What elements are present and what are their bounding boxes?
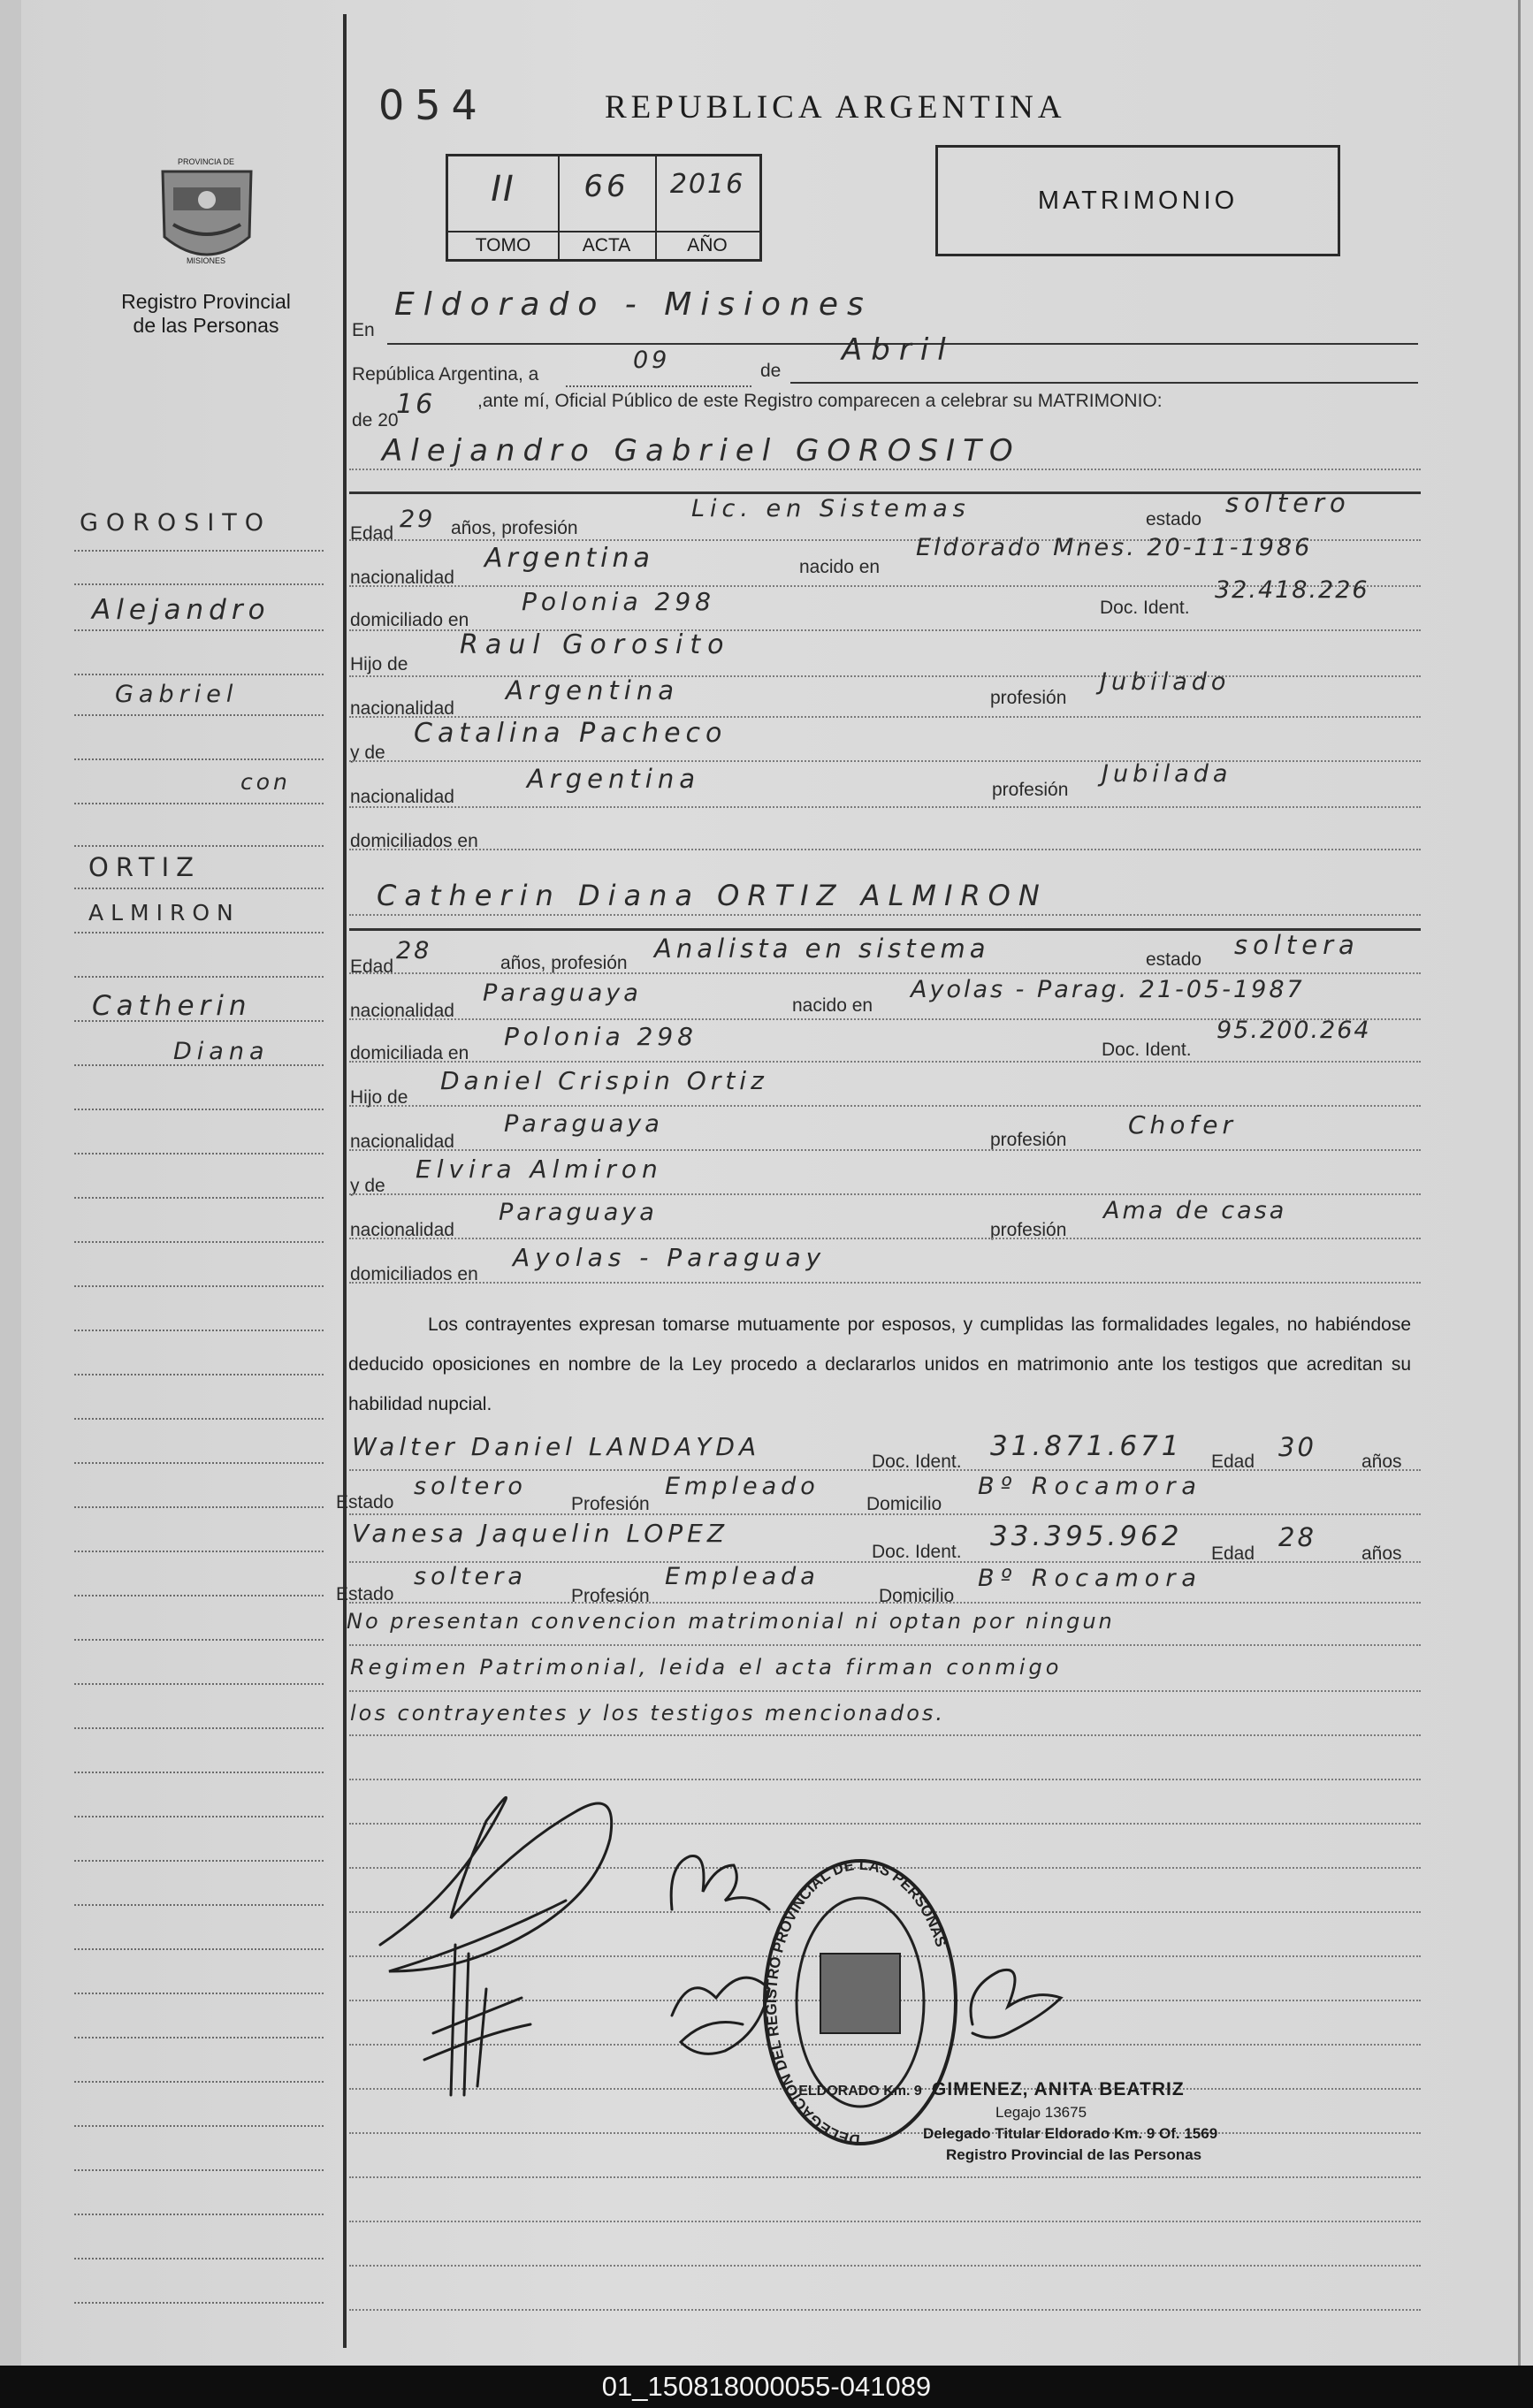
groom-doc-label: Doc. Ident. <box>1100 598 1190 618</box>
witness2-name: Vanesa Jaquelin LOPEZ <box>352 1519 729 1548</box>
bride-nationality-label: nacionalidad <box>350 1001 454 1021</box>
footer-id: 01_150818000055-041089 <box>0 2366 1533 2408</box>
witness1-signature-icon <box>671 1856 769 1910</box>
groom-profession: Lic. en Sistemas <box>691 495 971 522</box>
margin-note: GOROSITO <box>80 509 272 537</box>
page-edge <box>1518 0 1521 2366</box>
signatures <box>354 1768 1079 2104</box>
witness1-name: Walter Daniel LANDAYDA <box>352 1432 761 1461</box>
anio-label: AÑO <box>655 231 759 259</box>
bride-status-label: estado <box>1146 949 1202 970</box>
bride-parents-address: Ayolas - Paraguay <box>513 1243 827 1272</box>
witness1-years-label: años <box>1361 1452 1402 1472</box>
registry-name-line2: de las Personas <box>133 314 279 337</box>
bride-mother-label: y de <box>350 1176 385 1196</box>
month-value: Abril <box>842 332 955 368</box>
place-value: Eldorado - Misiones <box>394 286 873 323</box>
groom-parents-address-label: domiciliados en <box>350 831 478 851</box>
stamp-ring-text: DELEGACION DEL REGISTRO PROVINCIAL DE LAS PERSONAS <box>762 1856 950 2148</box>
witness2-doc-label: Doc. Ident. <box>872 1542 962 1562</box>
anio-cell <box>655 156 759 259</box>
bride-father-label: Hijo de <box>350 1087 408 1108</box>
witness1-status-label: Estado <box>336 1492 394 1513</box>
legal-text: Los contrayentes expresan tomarse mutuamente por esposos, y cumplidas las formalidades legales, no habiéndose deducido oposiciones en nombre de la Ley procedo a declararlos unidos en matrimonio ante los testigos que acreditan su habilidad nupcial. <box>348 1314 1411 1414</box>
registry-name-line1: Registro Provincial <box>121 290 291 313</box>
bride-mother-profession-label: profesión <box>990 1220 1067 1240</box>
republic-label: República Argentina, a <box>352 364 539 385</box>
margin-note: ALMIRON <box>88 900 240 926</box>
witness2-profession: Empleada <box>665 1563 820 1590</box>
groom-father-label: Hijo de <box>350 654 408 674</box>
bride-father-profession-label: profesión <box>990 1130 1067 1150</box>
bride-name: Catherin Diana ORTIZ ALMIRON <box>377 879 1048 912</box>
bride-address-label: domiciliada en <box>350 1043 469 1063</box>
acta-cell <box>558 156 657 259</box>
seal-text-top: PROVINCIA DE <box>177 157 234 166</box>
witness1-age: 30 <box>1278 1432 1316 1462</box>
groom-mother-profession: Jubilada <box>1102 760 1232 788</box>
groom-doc: 32.418.226 <box>1215 576 1369 604</box>
bride-father-nationality: Paraguaya <box>504 1110 663 1138</box>
groom-age: 29 <box>400 506 436 533</box>
groom-mother-profession-label: profesión <box>992 780 1069 800</box>
groom-mother-nationality-label: nacionalidad <box>350 787 454 807</box>
tomo-value: II <box>491 169 515 210</box>
groom-father-nationality-label: nacionalidad <box>350 698 454 719</box>
groom-born-label: nacido en <box>799 557 881 577</box>
groom-signature-icon <box>380 1797 612 1971</box>
tomo-label: TOMO <box>448 231 558 259</box>
groom-address: Polonia 298 <box>522 587 715 616</box>
anio-value: 2016 <box>669 169 745 200</box>
official-name: GIMENEZ, ANITA BEATRIZ <box>932 2079 1185 2099</box>
margin-note: Alejandro <box>92 594 271 626</box>
de-label: de <box>760 361 782 381</box>
groom-age-label: Edad <box>350 523 394 544</box>
intro-statement: ,ante mí, Oficial Público de este Registro comparecen a celebrar su MATRIMONIO: <box>477 391 1163 411</box>
witness2-signature-icon <box>672 1977 769 2054</box>
act-type-box: MATRIMONIO <box>935 145 1340 256</box>
witness1-address: Bº Rocamora <box>978 1473 1202 1500</box>
groom-profession-label: años, profesión <box>451 518 578 538</box>
margin-note: Catherin <box>92 990 252 1022</box>
bride-father-profession: Chofer <box>1128 1110 1238 1139</box>
witness1-status: soltero <box>414 1473 527 1500</box>
observation-line: los contrayentes y los testigos mencionados. <box>350 1701 946 1726</box>
year-prefix: de 20 <box>352 410 399 431</box>
bride-doc-label: Doc. Ident. <box>1102 1040 1192 1060</box>
bride-father-nationality-label: nacionalidad <box>350 1132 454 1152</box>
bride-status: soltera <box>1234 930 1360 960</box>
witness1-doc-label: Doc. Ident. <box>872 1452 962 1472</box>
bride-born: Ayolas - Parag. 21-05-1987 <box>911 976 1305 1003</box>
margin-note: con <box>240 769 291 795</box>
witness1-profession: Empleado <box>665 1473 820 1500</box>
legal-text-block <box>348 1305 1411 1424</box>
official-registry: Registro Provincial de las Personas <box>946 2146 1202 2163</box>
groom-address-label: domiciliado en <box>350 610 469 630</box>
bride-nationality: Paraguaya <box>483 979 642 1007</box>
groom-father-nationality: Argentina <box>506 675 679 705</box>
groom-status: soltero <box>1225 488 1351 518</box>
groom-father: Raul Gorosito <box>460 629 731 660</box>
bride-profession-label: años, profesión <box>500 953 628 973</box>
witness1-doc: 31.871.671 <box>990 1430 1183 1462</box>
official-signature-icon <box>971 1970 1061 2038</box>
groom-mother-label: y de <box>350 743 385 763</box>
day-value: 09 <box>633 347 671 374</box>
witness1-profession-label: Profesión <box>571 1494 650 1514</box>
tomo-acta-ano-box <box>446 154 762 262</box>
observation-line: No presentan convencion matrimonial ni optan por ningun <box>347 1609 1115 1634</box>
groom-born: Eldorado Mnes. 20-11-1986 <box>916 534 1313 561</box>
bride-father: Daniel Crispin Ortiz <box>440 1066 768 1095</box>
witness2-doc: 33.395.962 <box>990 1520 1183 1552</box>
bride-profession: Analista en sistema <box>654 933 990 964</box>
bride-address: Polonia 298 <box>504 1022 698 1051</box>
groom-nationality: Argentina <box>484 543 654 574</box>
witness2-age: 28 <box>1278 1522 1316 1552</box>
folio-number: 054 <box>378 81 488 129</box>
country-title: REPUBLICA ARGENTINA <box>605 89 1066 126</box>
acta-label: ACTA <box>558 231 655 259</box>
groom-nationality-label: nacionalidad <box>350 568 454 588</box>
seal-text-bottom: MISIONES <box>186 256 225 265</box>
bride-mother-nationality-label: nacionalidad <box>350 1220 454 1240</box>
witness2-years-label: años <box>1361 1543 1402 1564</box>
bride-mother: Elvira Almiron <box>416 1154 663 1184</box>
binding-gutter <box>0 0 21 2366</box>
margin-note: Diana <box>173 1038 270 1065</box>
bride-mother-nationality: Paraguaya <box>499 1199 658 1226</box>
witness2-address-label: Domicilio <box>879 1586 955 1606</box>
margin-note: ORTIZ <box>88 852 201 882</box>
witness2-status-label: Estado <box>336 1584 394 1604</box>
groom-father-profession-label: profesión <box>990 688 1067 708</box>
bride-parents-address-label: domiciliados en <box>350 1264 478 1284</box>
witness2-age-label: Edad <box>1211 1543 1255 1564</box>
groom-name: Alejandro Gabriel GOROSITO <box>382 433 1021 469</box>
bride-born-label: nacido en <box>792 995 873 1016</box>
observation-line: Regimen Patrimonial, leida el acta firman conmigo <box>350 1655 1063 1680</box>
groom-mother-nationality: Argentina <box>527 764 700 794</box>
witness1-address-label: Domicilio <box>866 1494 942 1514</box>
groom-mother: Catalina Pacheco <box>414 718 728 749</box>
witness1-age-label: Edad <box>1211 1452 1255 1472</box>
acta-value: 66 <box>583 169 629 204</box>
bride-mother-profession: Ama de casa <box>1103 1197 1287 1224</box>
groom-father-profession: Jubilado <box>1100 668 1231 696</box>
groom-status-label: estado <box>1146 509 1202 530</box>
year-suffix: 16 <box>396 389 436 420</box>
witness2-status: soltera <box>414 1563 527 1590</box>
registry-name <box>104 290 308 338</box>
official-legajo: Legajo 13675 <box>995 2104 1087 2121</box>
bride-doc: 95.200.264 <box>1216 1017 1371 1044</box>
official-title: Delegado Titular Eldorado Km. 9 Of. 1569 <box>923 2125 1218 2142</box>
tomo-cell <box>448 156 560 259</box>
bride-age: 28 <box>396 937 432 964</box>
en-label: En <box>352 320 375 340</box>
stamp-center-text: ELDORADO Km. 9 <box>798 2084 922 2099</box>
witness2-profession-label: Profesión <box>571 1586 650 1606</box>
witness2-address: Bº Rocamora <box>978 1565 1202 1592</box>
margin-line <box>343 14 347 2348</box>
registry-stamp-icon <box>759 1839 962 2148</box>
margin-note: Gabriel <box>115 681 239 708</box>
bride-age-label: Edad <box>350 956 394 977</box>
